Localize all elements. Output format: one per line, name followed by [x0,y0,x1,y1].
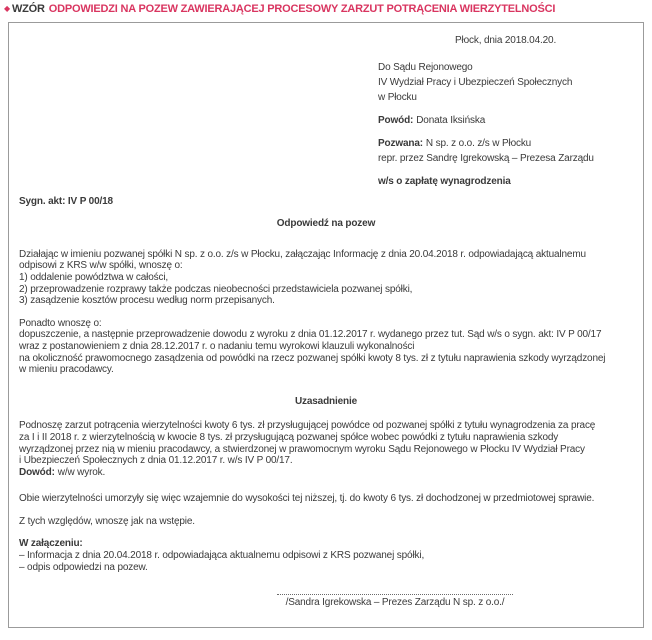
further-motion-line: dopuszczenie, a następnie przeprowadzenie dowodu z wyroku z dnia 01.12.2017 r. wydanego przez tut. Sąd w/s o sygn. akt: IV P 00/17 [19,329,602,341]
document-title-text: ODPOWIEDZI NA POZEW ZAWIERAJĄCEJ PROCESOWY ZARZUT POTRĄCENIA WIERZYTELNOŚCI [48,3,556,15]
defendant-name: N sp. z o.o. z/s w Płocku [425,137,532,149]
justification-line: Podnoszę zarzut potrącenia wierzytelności kwoty 6 tys. zł przysługującej powódce od pozwanej spółki z tytułu wynagrodzenia za pracę [19,420,596,432]
document-title [4,3,555,15]
justification-paragraph [19,420,633,478]
court-address-line: w Płocku [378,91,417,103]
attachment-item: – odpis odpowiedzi na pozew. [19,561,148,573]
defendant-line [378,136,633,151]
plaintiff-name: Donata Iksińska [416,114,486,126]
justification-line: wyrządzonej przez nią w mieniu pracodawcy, a stwierdzonej w prawomocnym wyroku Sądu Rejonowego w Płocku IV Wydział Pracy [19,443,585,455]
defendant-label: Pozwana: [378,137,423,149]
closing-statement: Z tych względów, wnoszę jak na wstępie. [19,515,195,527]
motion-line: Działając w imieniu pozwanej spółki N sp. z o.o. z/s w Płocku, załączając Informację z dnia 20.04.2018 r. odpowiadającą aktualnemu [19,248,586,260]
diamond-bullet-icon: ◆ [4,4,10,13]
case-reference: Sygn. akt: IV P 00/18 [19,195,113,207]
letterhead-right-column [378,60,633,189]
signature-name: /Sandra Igrekowska – Prezes Zarządu N sp. z o.o./ [285,597,505,609]
justification-line: za I i II 2018 r. z wierzytelnością w kwocie 8 tys. zł przysługującą pozwanej spółce wobec powódki z tytułu naprawienia szkody [19,431,559,443]
further-motion-line: wraz z postanowieniem z dnia 28.12.2017 r. o nadaniu temu wyrokowi klauzuli wykonalności [19,340,415,352]
attachments-label: W załączeniu: [19,538,83,550]
further-motion-paragraph [19,318,633,376]
motion-line: 2) przeprowadzenie rozprawy także podczas nieobecności przedstawiciela pozwanej spółki, [19,283,413,295]
attachments-section [19,538,633,573]
justification-line: i Ubezpieczeń Społecznych z dnia 01.12.2017 r. w/s IV P 00/17. [19,455,293,467]
plaintiff-label: Powód: [378,114,414,126]
motion-line: 3) zasądzenie kosztów procesu według norm przepisanych. [19,295,275,307]
signature-dotted-line [277,594,513,595]
justification-heading: Uzasadnienie [294,395,358,407]
motion-paragraph [19,249,633,307]
attachment-item: – Informacja z dnia 20.04.2018 r. odpowiadająca aktualnemu odpisowi z KRS pozwanej spółki, [19,550,425,562]
evidence-line [19,467,633,479]
further-motion-line: Ponadto wnoszę o: [19,317,102,329]
place-date-line: Płock, dnia 2018.04.20. [455,35,557,46]
case-subject-line: w/s o zapłatę wynagrodzenia [378,175,511,187]
evidence-label: Dowód: [19,466,55,478]
signature-block [277,594,513,609]
motion-line: odpisowi z KRS w/w spółki, wnoszę o: [19,260,183,272]
setoff-statement: Obie wierzytelności umorzyły się więc wzajemnie do wysokości tej niższej, tj. do kwoty 6 tys. zł dochodzonej w przedmiotowej sprawie. [19,493,595,505]
motion-line: 1) oddalenie powództwa w całości, [19,271,169,283]
response-heading: Odpowiedź na pozew [276,218,376,230]
court-address-line: Do Sądu Rejonowego [378,61,473,73]
document-frame [8,22,644,628]
court-address-line: IV Wydział Pracy i Ubezpieczeń Społecznych [378,76,573,88]
plaintiff-line [378,113,633,128]
document-title-label: WZÓR [11,3,45,15]
defendant-representative-line: repr. przez Sandrę Igrekowską – Prezesa Zarządu [378,152,594,164]
further-motion-line: na okoliczność prawomocnego zasądzenia od powódki na rzecz pozwanej spółki kwoty 8 tys. zł z tytułu naprawienia szkody wyrządzonej [19,352,606,364]
further-motion-line: w mieniu pracodawcy. [19,364,114,376]
evidence-value: w/w wyrok. [57,466,106,478]
